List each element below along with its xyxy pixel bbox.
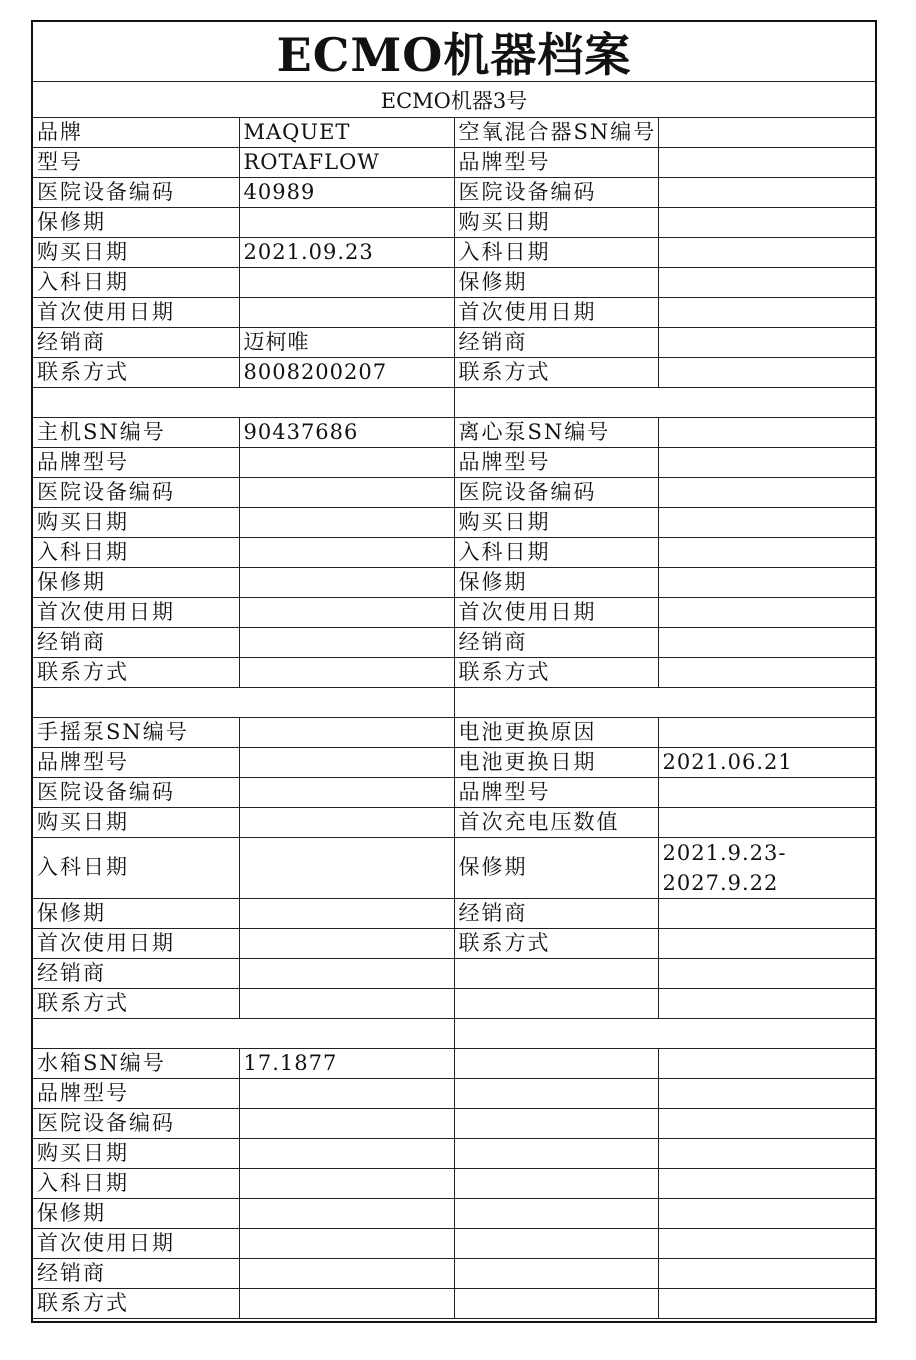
field-label: 医院设备编码 xyxy=(33,778,239,808)
field-value xyxy=(239,568,454,598)
field-value xyxy=(239,1139,454,1169)
field-label: 主机SN编号 xyxy=(33,418,239,448)
field-value: MAQUET xyxy=(239,118,454,148)
table-row xyxy=(33,328,875,358)
field-value: 2021.09.23 xyxy=(239,238,454,268)
field-label: 入科日期 xyxy=(454,238,658,268)
table-row xyxy=(33,1109,875,1139)
field-value: 2021.06.21 xyxy=(658,748,875,778)
field-value xyxy=(658,628,875,658)
field-value xyxy=(239,448,454,478)
field-value xyxy=(658,1199,875,1229)
field-value xyxy=(658,1169,875,1199)
table-row xyxy=(33,268,875,298)
field-label: 购买日期 xyxy=(454,208,658,238)
table-row xyxy=(33,929,875,959)
field-value xyxy=(658,538,875,568)
table-row xyxy=(33,418,875,448)
field-label: 购买日期 xyxy=(33,238,239,268)
field-label: 购买日期 xyxy=(33,508,239,538)
field-label: 医院设备编码 xyxy=(33,478,239,508)
table-row xyxy=(33,959,875,989)
table-cell xyxy=(454,1019,875,1049)
field-value xyxy=(658,718,875,748)
field-value xyxy=(658,118,875,148)
table-row xyxy=(33,778,875,808)
table-row xyxy=(33,148,875,178)
field-value xyxy=(658,268,875,298)
field-label: 保修期 xyxy=(33,1199,239,1229)
field-label xyxy=(454,1259,658,1289)
field-value xyxy=(658,298,875,328)
table-row xyxy=(33,1079,875,1109)
field-label: 首次充电压数值 xyxy=(454,808,658,838)
field-value xyxy=(239,508,454,538)
table-row xyxy=(33,808,875,838)
field-label: 品牌型号 xyxy=(33,1079,239,1109)
field-label: 水箱SN编号 xyxy=(33,1049,239,1079)
table-row xyxy=(33,358,875,388)
table-cell xyxy=(454,688,875,718)
table-cell xyxy=(33,388,454,418)
field-label: 首次使用日期 xyxy=(454,298,658,328)
field-value xyxy=(658,448,875,478)
field-value xyxy=(239,1109,454,1139)
spacer-row xyxy=(33,388,875,418)
field-label: 联系方式 xyxy=(33,358,239,388)
field-value xyxy=(658,989,875,1019)
field-value xyxy=(239,1289,454,1319)
table-cell xyxy=(33,688,454,718)
table-row xyxy=(33,1289,875,1319)
field-label: 品牌 xyxy=(33,118,239,148)
field-value xyxy=(239,808,454,838)
field-value xyxy=(239,658,454,688)
field-label: 空氧混合器SN编号 xyxy=(454,118,658,148)
table-row xyxy=(33,118,875,148)
field-label: 电池更换原因 xyxy=(454,718,658,748)
field-label xyxy=(454,1079,658,1109)
field-label: 经销商 xyxy=(454,328,658,358)
field-label: 经销商 xyxy=(33,1259,239,1289)
field-value xyxy=(658,208,875,238)
machine-subtitle: ECMO机器3号 xyxy=(33,82,875,118)
field-value xyxy=(658,328,875,358)
field-label: 首次使用日期 xyxy=(33,1229,239,1259)
field-label: 保修期 xyxy=(454,268,658,298)
field-value xyxy=(239,208,454,238)
field-label: 购买日期 xyxy=(33,808,239,838)
field-value xyxy=(658,1139,875,1169)
spacer-row xyxy=(33,688,875,718)
field-value xyxy=(658,808,875,838)
table-row xyxy=(33,598,875,628)
field-label: 经销商 xyxy=(454,899,658,929)
field-value xyxy=(239,778,454,808)
field-label xyxy=(454,1139,658,1169)
field-label: 保修期 xyxy=(33,568,239,598)
field-value xyxy=(239,899,454,929)
field-label xyxy=(454,1169,658,1199)
field-value xyxy=(658,658,875,688)
table-cell xyxy=(33,1019,454,1049)
field-value: 2021.9.23-2027.9.22 xyxy=(658,838,875,899)
table-row xyxy=(33,989,875,1019)
table-row xyxy=(33,628,875,658)
field-value xyxy=(239,268,454,298)
field-value xyxy=(658,1049,875,1079)
field-value xyxy=(658,1109,875,1139)
field-value xyxy=(239,1169,454,1199)
field-label: 医院设备编码 xyxy=(454,178,658,208)
field-value: 90437686 xyxy=(239,418,454,448)
field-label: 入科日期 xyxy=(454,538,658,568)
field-label: 保修期 xyxy=(454,838,658,899)
field-value xyxy=(658,1229,875,1259)
table-row xyxy=(33,1199,875,1229)
field-label: 保修期 xyxy=(33,208,239,238)
field-value xyxy=(239,748,454,778)
field-value: 40989 xyxy=(239,178,454,208)
field-label: 联系方式 xyxy=(33,989,239,1019)
field-value xyxy=(239,1199,454,1229)
field-value xyxy=(239,929,454,959)
field-label: 购买日期 xyxy=(33,1139,239,1169)
table-row xyxy=(33,208,875,238)
field-label: 联系方式 xyxy=(454,358,658,388)
field-value xyxy=(658,238,875,268)
table-row xyxy=(33,1259,875,1289)
record-sheet xyxy=(31,20,877,1323)
field-value xyxy=(658,508,875,538)
field-label: 联系方式 xyxy=(33,1289,239,1319)
field-value xyxy=(239,598,454,628)
table-row xyxy=(33,508,875,538)
document-title: ECMO机器档案 xyxy=(33,22,875,82)
field-label: 医院设备编码 xyxy=(454,478,658,508)
field-value: 迈柯唯 xyxy=(239,328,454,358)
field-value xyxy=(658,959,875,989)
table-row xyxy=(33,899,875,929)
field-label: 经销商 xyxy=(454,628,658,658)
field-value xyxy=(658,929,875,959)
field-value xyxy=(658,598,875,628)
field-value xyxy=(658,418,875,448)
table-row xyxy=(33,1229,875,1259)
field-value xyxy=(239,718,454,748)
field-value: 8008200207 xyxy=(239,358,454,388)
field-value xyxy=(658,478,875,508)
field-value xyxy=(658,778,875,808)
table-row xyxy=(33,538,875,568)
spacer-row xyxy=(33,1019,875,1049)
table-row xyxy=(33,568,875,598)
field-label xyxy=(454,1199,658,1229)
field-value xyxy=(658,1259,875,1289)
table-row xyxy=(33,478,875,508)
field-label: 入科日期 xyxy=(33,838,239,899)
table-row xyxy=(33,1049,875,1079)
table-row xyxy=(33,1139,875,1169)
field-label: 保修期 xyxy=(454,568,658,598)
table-row xyxy=(33,448,875,478)
table-row xyxy=(33,1169,875,1199)
field-label: 品牌型号 xyxy=(33,448,239,478)
field-label: 经销商 xyxy=(33,628,239,658)
field-value xyxy=(239,1229,454,1259)
table-row xyxy=(33,658,875,688)
field-value xyxy=(239,989,454,1019)
field-label: 入科日期 xyxy=(33,268,239,298)
table-row xyxy=(33,838,875,899)
field-label xyxy=(454,1229,658,1259)
field-label xyxy=(454,989,658,1019)
field-value xyxy=(658,148,875,178)
field-value xyxy=(658,1289,875,1319)
field-value xyxy=(658,899,875,929)
field-value: ROTAFLOW xyxy=(239,148,454,178)
field-value xyxy=(239,1259,454,1289)
field-label: 品牌型号 xyxy=(454,148,658,178)
field-label: 品牌型号 xyxy=(454,448,658,478)
field-label: 型号 xyxy=(33,148,239,178)
field-label: 离心泵SN编号 xyxy=(454,418,658,448)
field-label: 首次使用日期 xyxy=(33,298,239,328)
field-label: 电池更换日期 xyxy=(454,748,658,778)
field-label: 联系方式 xyxy=(454,929,658,959)
field-label xyxy=(454,959,658,989)
field-label xyxy=(454,1109,658,1139)
field-label: 联系方式 xyxy=(33,658,239,688)
field-label: 医院设备编码 xyxy=(33,178,239,208)
table-row xyxy=(33,748,875,778)
field-label: 首次使用日期 xyxy=(454,598,658,628)
field-label xyxy=(454,1049,658,1079)
field-label: 入科日期 xyxy=(33,538,239,568)
field-value xyxy=(239,838,454,899)
field-label: 购买日期 xyxy=(454,508,658,538)
field-label: 经销商 xyxy=(33,959,239,989)
record-table xyxy=(33,118,875,1319)
field-value xyxy=(658,1079,875,1109)
field-label: 经销商 xyxy=(33,328,239,358)
table-cell xyxy=(454,388,875,418)
field-value xyxy=(658,568,875,598)
field-label: 医院设备编码 xyxy=(33,1109,239,1139)
field-label xyxy=(454,1289,658,1319)
field-value xyxy=(239,1079,454,1109)
field-label: 首次使用日期 xyxy=(33,598,239,628)
field-value: 17.1877 xyxy=(239,1049,454,1079)
field-label: 手摇泵SN编号 xyxy=(33,718,239,748)
field-value xyxy=(658,178,875,208)
field-value xyxy=(239,628,454,658)
field-label: 入科日期 xyxy=(33,1169,239,1199)
field-label: 品牌型号 xyxy=(33,748,239,778)
field-value xyxy=(239,959,454,989)
field-value xyxy=(658,358,875,388)
field-value xyxy=(239,478,454,508)
table-row xyxy=(33,178,875,208)
field-label: 首次使用日期 xyxy=(33,929,239,959)
field-label: 联系方式 xyxy=(454,658,658,688)
table-row xyxy=(33,718,875,748)
field-value xyxy=(239,298,454,328)
table-row xyxy=(33,298,875,328)
field-value xyxy=(239,538,454,568)
field-label: 品牌型号 xyxy=(454,778,658,808)
field-label: 保修期 xyxy=(33,899,239,929)
table-row xyxy=(33,238,875,268)
